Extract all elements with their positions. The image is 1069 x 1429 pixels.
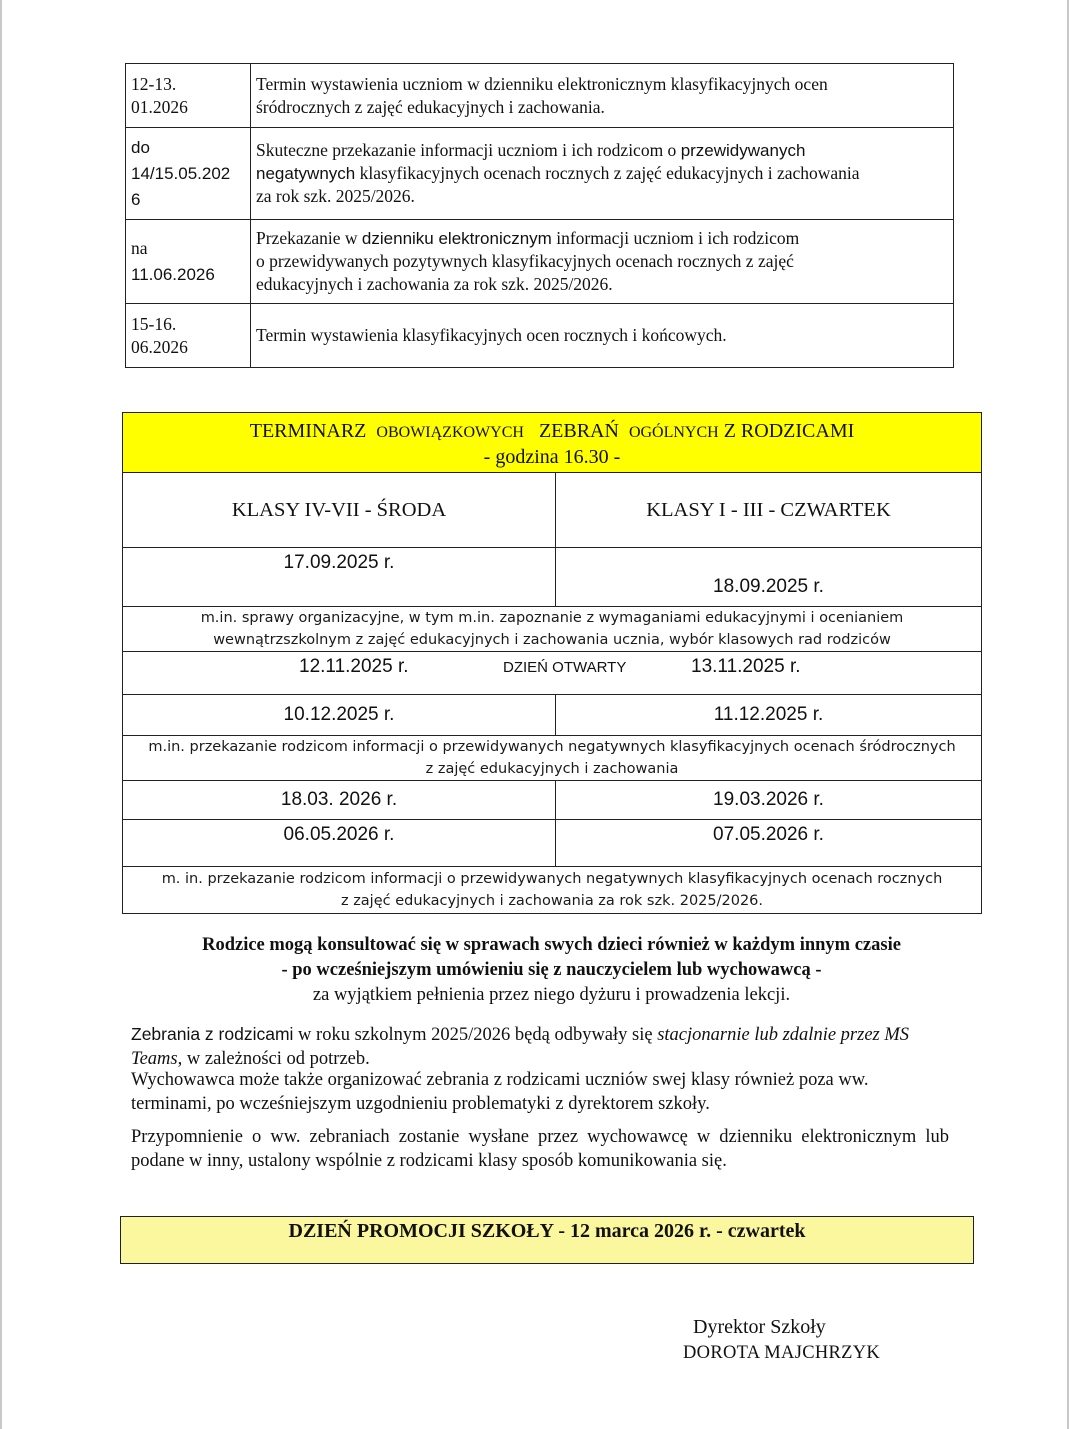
table-row (123, 736, 982, 781)
description-part: Skuteczne przekazanie informacji uczniom i ich rodzicom o (256, 140, 681, 160)
description-part: klasyfikacyjnych ocenach rocznych z zajęć edukacyjnych i zachowania za rok szk. 2025/2026. (256, 163, 860, 206)
open-day-row (123, 652, 982, 695)
date-prefix: na (131, 238, 148, 258)
table-row (126, 304, 954, 368)
consultation-line: za wyjątkiem pełnienia przez niego dyżuru i prowadzenia lekcji. (312, 985, 791, 1005)
meeting-date-thursday: 07.05.2026 r. (556, 820, 982, 867)
meeting-date-wednesday: 17.09.2025 r. (123, 548, 556, 607)
meeting-date-wednesday: 06.05.2026 r. (123, 820, 556, 867)
meeting-date-wednesday: 12.11.2025 r. (299, 656, 409, 677)
table-row (123, 413, 982, 473)
paragraph-lead: Zebrania z rodzicami (131, 1024, 294, 1044)
page-edge-left (0, 0, 2, 1429)
schedule-date (126, 220, 251, 304)
table-row (123, 820, 982, 867)
schedule-description: Termin wystawienia uczniom w dzienniku elektronicznym klasyfikacyjnych ocen śródrocznych z zajęć edukacyjnych i zachowania. (251, 64, 954, 128)
meeting-note: m.in. sprawy organizacyjne, w tym m.in. zapoznanie z wymaganiami edukacyjnymi i ocenianiem wewnątrzszkolnym z zajęć edukacyjnych i zachowania ucznia, wybór klasowych rad rodziców (123, 607, 982, 652)
schedule-date: 12-13. 01.2026 (126, 64, 251, 128)
schedule-description (251, 220, 954, 304)
meetings-title (123, 413, 982, 473)
column-header-grades-1-3: KLASY I - III - CZWARTEK (556, 473, 982, 548)
paragraph-text: , w zależności od potrzeb. (177, 1048, 370, 1069)
schedule-date: 15-16. 06.2026 (126, 304, 251, 368)
description-emphasis: dzienniku elektronicznym (361, 229, 552, 248)
title-part: ZEBRAŃ (538, 419, 619, 442)
signature-name: DOROTA MAJCHRZYK (683, 1343, 881, 1363)
schedule-description: Termin wystawienia klasyfikacyjnych ocen rocznych i końcowych. (251, 304, 954, 368)
meetings-format-paragraph (131, 1023, 961, 1071)
table-row (126, 220, 954, 304)
signature-title: Dyrektor Szkoły (693, 1316, 826, 1338)
meeting-date-wednesday: 10.12.2025 r. (123, 695, 556, 736)
paragraph-text: w roku szkolnym 2025/2026 będą odbywały się (293, 1025, 658, 1045)
date-value: 11.06.2026 (131, 265, 215, 284)
table-row (126, 128, 954, 220)
table-row (123, 695, 982, 736)
meeting-date-thursday: 18.09.2025 r. (556, 548, 982, 607)
table-row (123, 473, 982, 548)
consultation-line: Rodzice mogą konsultować się w sprawach swych dzieci również w każdym innym czasie (202, 935, 901, 955)
column-header-grades-4-7: KLASY IV-VII - ŚRODA (123, 473, 556, 548)
consultation-line: - po wcześniejszym umówieniu się z nauczycielem lub wychowawcą - (281, 960, 822, 980)
meetings-table (122, 412, 982, 914)
title-part: Z RODZICAMI (723, 419, 855, 442)
table-row (123, 548, 982, 607)
open-day-label: DZIEŃ OTWARTY (503, 659, 627, 676)
consultation-info (122, 933, 981, 1008)
schedule-table (125, 63, 954, 368)
table-row (123, 652, 982, 695)
meeting-date-thursday: 19.03.2026 r. (556, 781, 982, 820)
reminder-paragraph: Przypomnienie o ww. zebraniach zostanie wysłane przez wychowawcę w dzienniku elektronicznym lub podane w inny, ustalony wspólnie z rodzicami klasy sposób komunikowania się. (131, 1127, 949, 1171)
title-part: OGÓLNYCH (628, 423, 719, 441)
title-part: OBOWIĄZKOWYCH (376, 423, 524, 441)
table-row (123, 781, 982, 820)
table-row (123, 607, 982, 652)
title-part: TERMINARZ (249, 419, 367, 442)
table-row (123, 867, 982, 914)
meeting-note: m.in. przekazanie rodzicom informacji o przewidywanych negatywnych klasyfikacyjnych ocenach śródrocznych z zajęć edukacyjnych i zachowania (123, 736, 982, 781)
school-promotion-day: DZIEŃ PROMOCJI SZKOŁY - 12 marca 2026 r. - czwartek (120, 1216, 974, 1264)
description-part: informacji uczniom i ich rodzicom o przewidywanych pozytywnych klasyfikacyjnych ocenach rocznych z zajęć edukacyjnych i zachowania za rok szk. 2025/2026. (256, 228, 800, 294)
description-part: Przekazanie w (256, 228, 362, 248)
meeting-time: - godzina 16.30 - (483, 445, 621, 468)
table-row (126, 64, 954, 128)
description-emphasis: przewidywanych negatywnych (256, 141, 806, 183)
paragraph-italic: stacjonarnie lub zdalnie przez MS Teams (131, 1025, 910, 1069)
meeting-date-thursday: 11.12.2025 r. (556, 695, 982, 736)
meeting-date-wednesday: 18.03. 2026 r. (123, 781, 556, 820)
schedule-date: do 14/15.05.202 6 (126, 128, 251, 220)
schedule-description (251, 128, 954, 220)
meeting-note: m. in. przekazanie rodzicom informacji o przewidywanych negatywnych klasyfikacyjnych ocenach rocznych z zajęć edukacyjnych i zachowania za rok szk. 2025/2026. (123, 867, 982, 914)
meeting-date-thursday: 13.11.2025 r. (691, 656, 801, 677)
teacher-meetings-paragraph: Wychowawca może także organizować zebrania z rodzicami uczniów swej klasy również poza ww. terminami, po wcześniejszym uzgodnieniu problematyki z dyrektorem szkoły. (131, 1070, 869, 1114)
